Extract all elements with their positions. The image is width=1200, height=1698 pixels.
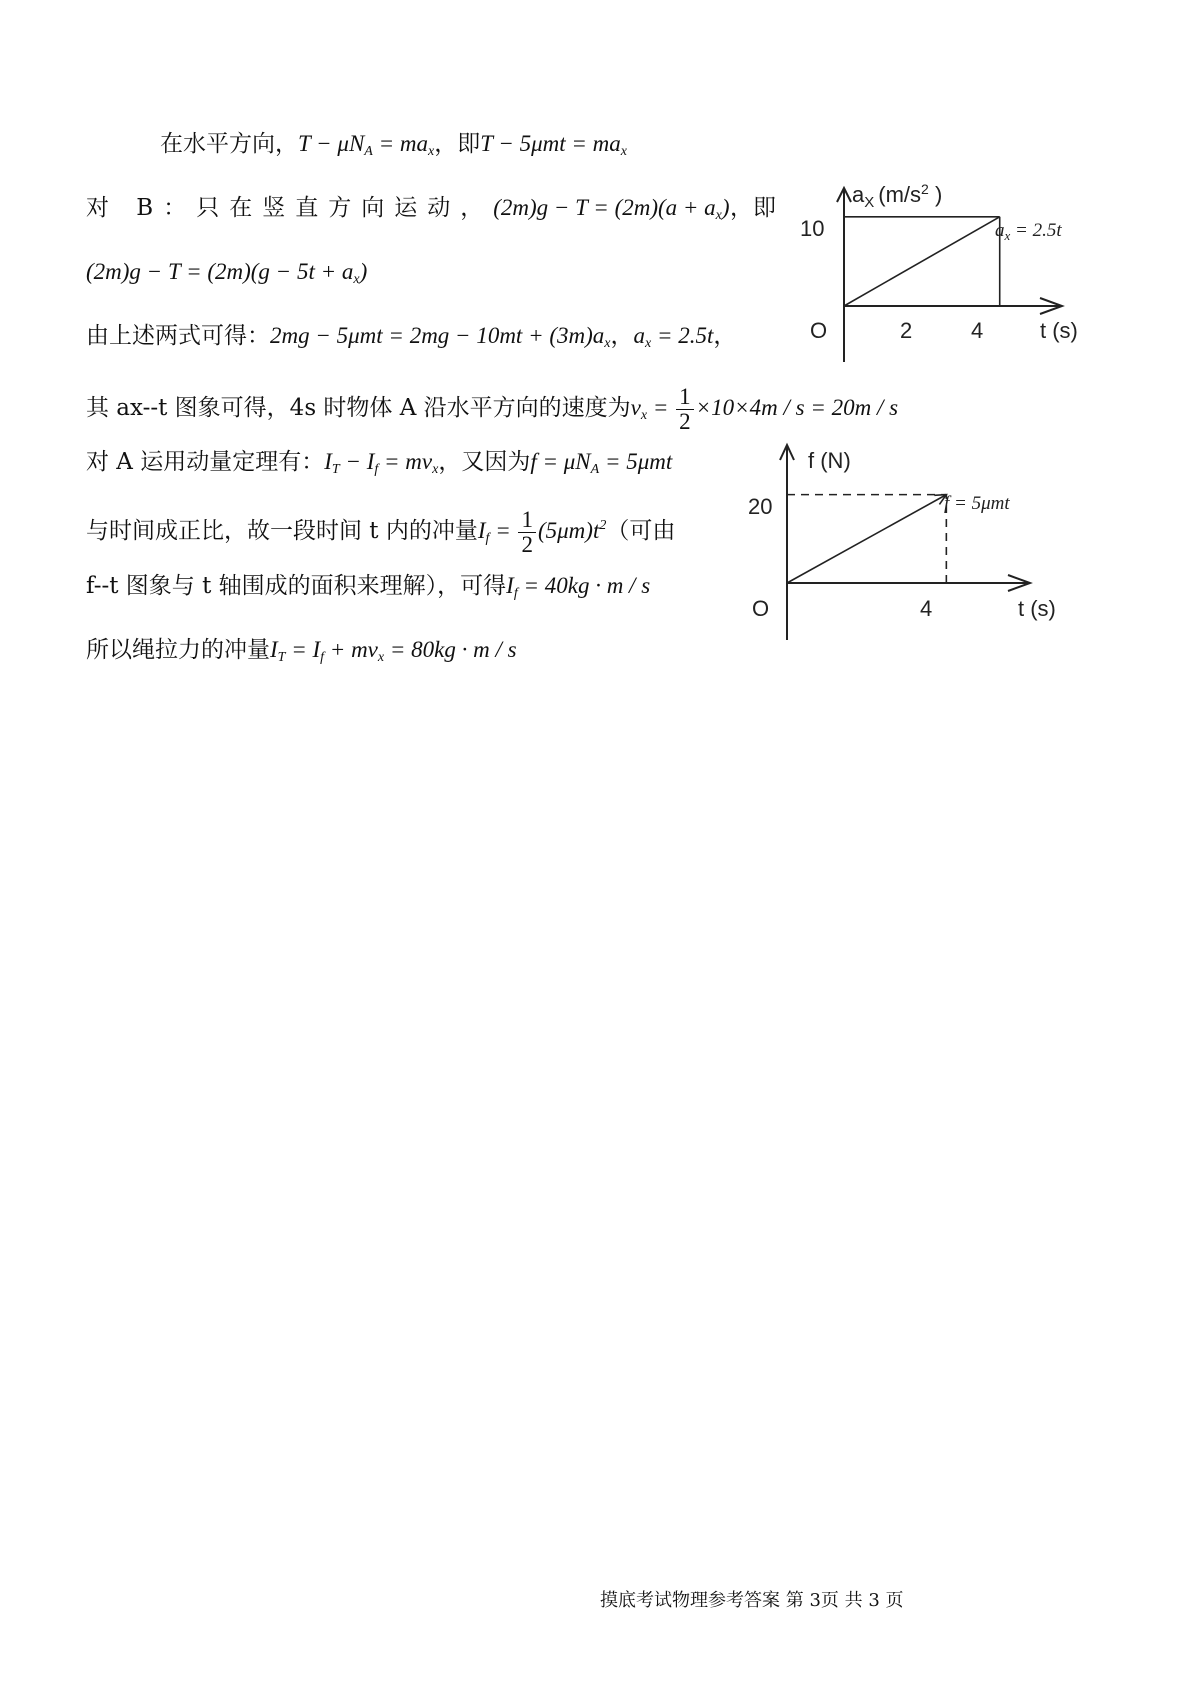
chart2-origin-label: O	[752, 596, 770, 621]
line-9-text-a: 所以绳拉力的冲量	[86, 637, 270, 663]
line-7-fraction: $\frac{1}{2}$	[518, 508, 536, 557]
line-4-eq-b: $a_x = 2.5t$	[633, 323, 714, 351]
chart2-ytick-20: 20	[748, 494, 773, 519]
chart1-xtick-4: 4	[971, 318, 984, 343]
chart2-xlabel: t (s)	[1018, 596, 1056, 621]
line-1-text-b: ，即	[434, 131, 481, 157]
line-7-eq-b: $(5\mu m)t^2$	[537, 518, 607, 543]
line-6-eq-a: $I_T - I_f = mv_x$	[324, 449, 439, 477]
chart1-annotation: $a_x = 2.5t$	[995, 220, 1062, 243]
line-5-fraction: $\frac{1}{2}$	[676, 385, 694, 434]
line-6-eq-b: $f = \mu N_A = 5\mu mt$	[530, 449, 673, 477]
chart2-xtick-4: 4	[920, 596, 933, 621]
line-2-text-b: ，即	[730, 195, 776, 221]
line-5-eq-a: $v_x$ =	[630, 395, 675, 423]
chart1-xtick-2: 2	[900, 318, 913, 343]
line-3-eq: $(2m)g - T = (2m)(g - 5t + a_x)$	[86, 259, 368, 287]
chart1-xlabel: t (s)	[1040, 318, 1078, 343]
line-9-eq-a: $I_T = I_f + mv_x = 80kg \cdot m / s$	[270, 637, 517, 665]
line-1-text-a: 在水平方向，	[160, 131, 298, 157]
line-5-eq-b: ×10×4m / s = 20m / s	[695, 395, 899, 420]
line-4-eq-a: $2mg - 5\mu mt = 2mg - 10mt + (3m)a_x$	[270, 323, 611, 351]
line-8-text-a: f--t 图象与 t 轴围成的面积来理解），可得	[86, 573, 507, 599]
line-6-text-b: ，又因为	[438, 449, 531, 475]
line-1-eq-a: $T - \mu N_A = ma_x$	[298, 131, 435, 159]
page-footer: 摸底考试物理参考答案 第 3页 共 3 页	[600, 1590, 904, 1611]
line-2-eq-a: $(2m)g - T = (2m)(a + a_x)$	[493, 195, 730, 223]
line-7-eq-a: $I_f$ =	[477, 518, 517, 546]
line-5-text-a: 其 ax--t 图象可得，4s 时物体 A 沿水平方向的速度为	[86, 395, 631, 421]
chart2-ylabel: f (N)	[808, 448, 851, 473]
line-7-text-a: 与时间成正比，故一段时间 t 内的冲量	[86, 518, 478, 544]
line-7-text-b: （可由	[606, 518, 676, 544]
chart2-annotation: f = 5μmt	[944, 493, 1010, 514]
line-2-text-a: 对 B：只在竖直方向运动，	[86, 195, 494, 221]
line-4-text-b: ，	[610, 323, 634, 349]
line-8-eq-a: $I_f = 40kg \cdot m / s$	[506, 573, 651, 601]
line-4-text-c: ，	[713, 323, 737, 349]
chart1-ytick-10: 10	[800, 216, 825, 241]
line-6-text-a: 对 A 运用动量定理有：	[86, 449, 325, 475]
chart1-ylabel: $a_X$ ($m/s^2$ )	[852, 181, 943, 211]
chart2-series-line	[787, 495, 946, 583]
f-t-chart	[0, 0, 1200, 700]
chart1-origin-label: O	[810, 318, 828, 343]
line-1-eq-b: $T - 5\mu mt = ma_x$	[480, 131, 628, 159]
line-4-text-a: 由上述两式可得：	[86, 323, 270, 349]
